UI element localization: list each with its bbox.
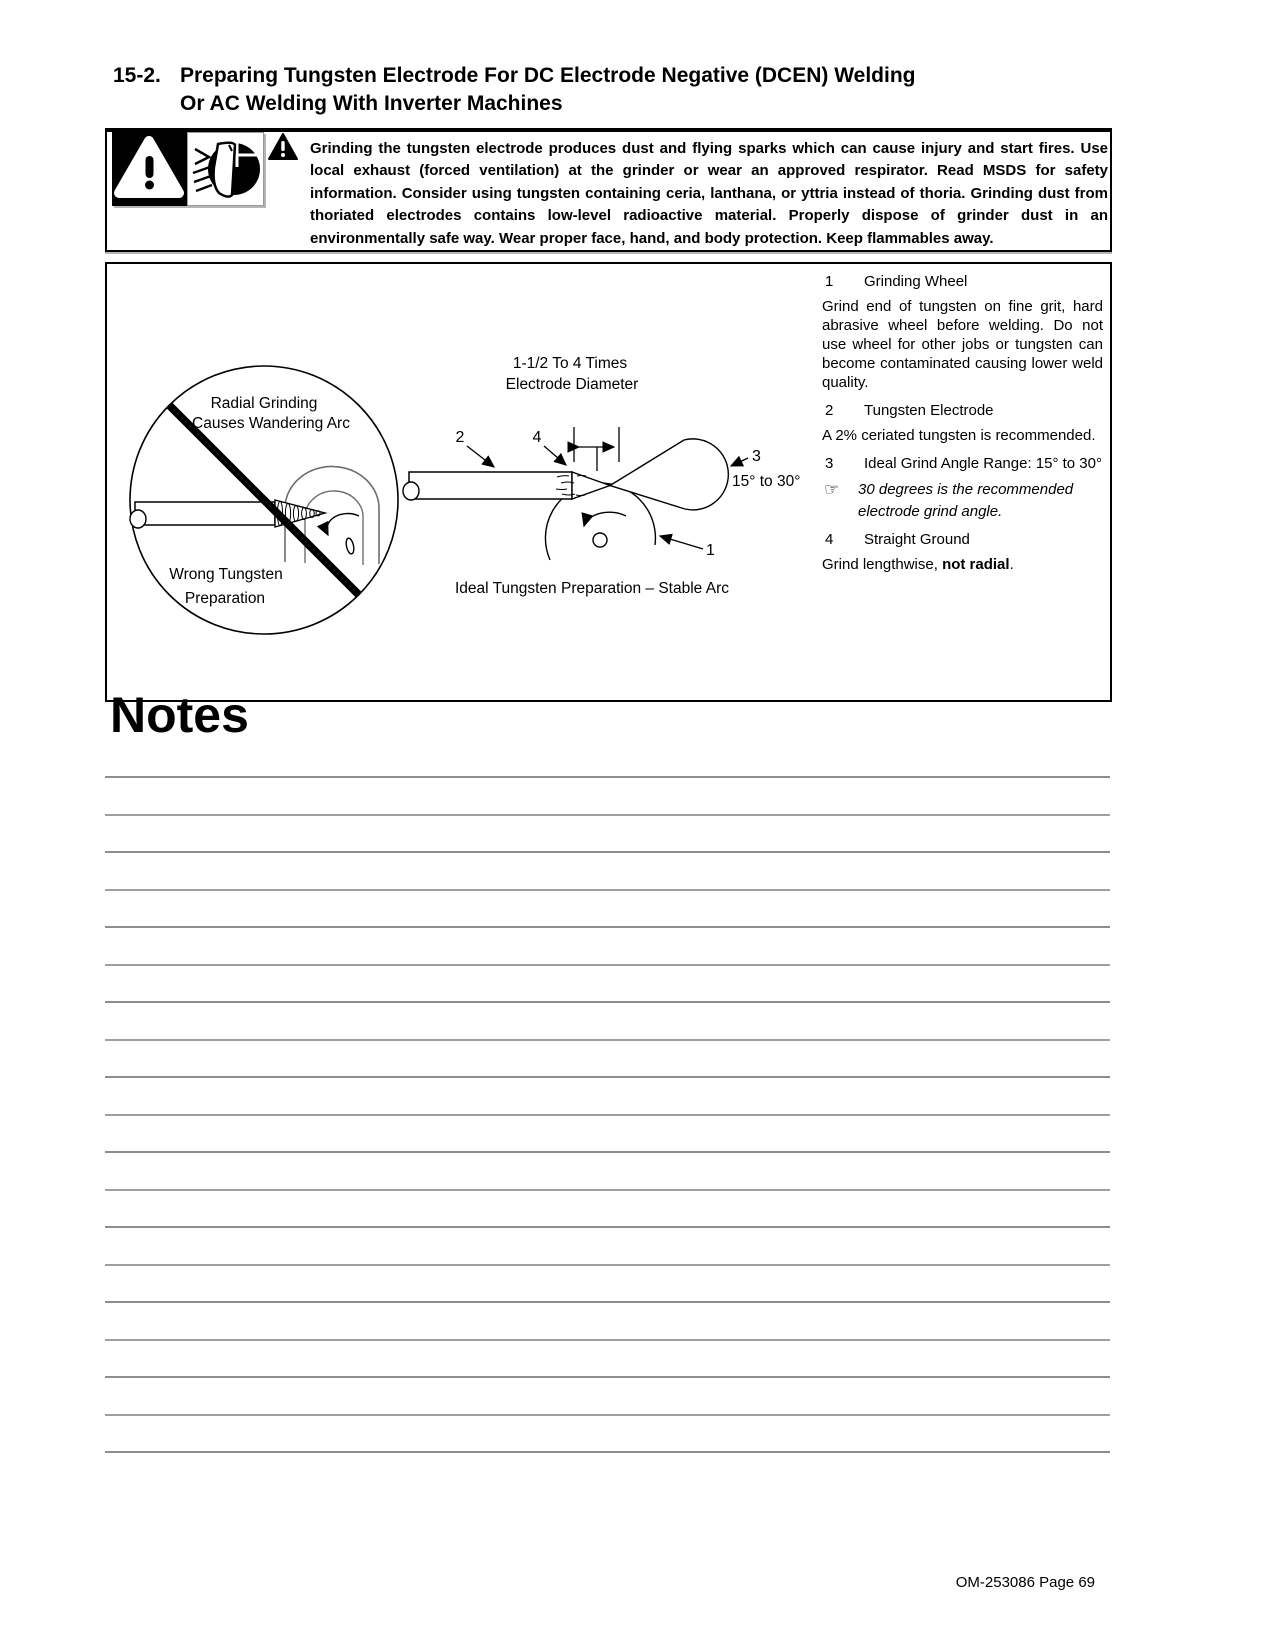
notes-rule-line xyxy=(105,776,1110,778)
warning-text: Grinding the tungsten electrode produces dust and flying sparks which can cause injury and start fires. Use local exhaust (forced ventilation) at the grinder or wear an approved respirator. Read MSDS for safety information. Consider using tungsten containing ceria, lanthana, or yttria instead of thoria. Grinding dust from thoriated electrodes contains low-level radioactive material. Properly dispose of grinder dust in an environmentally safe way. Wear proper face, hand, and body protection. Keep flammables away. xyxy=(310,140,1108,247)
notes-rule-line xyxy=(105,1264,1110,1266)
notes-rule-line xyxy=(105,964,1110,966)
notes-rule-line xyxy=(105,1001,1110,1003)
notes-rule-line xyxy=(105,889,1110,891)
figure-legend xyxy=(822,272,1103,583)
ideal-caption: Ideal Tungsten Preparation – Stable Arc xyxy=(454,580,730,597)
pointing-hand-icon: ☞ xyxy=(824,480,840,499)
wrong-bottom-label-2: Preparation xyxy=(184,590,266,607)
alert-triangle-icon xyxy=(268,133,298,161)
legend-item-3-label: Ideal Grind Angle Range: 15° to 30° xyxy=(864,455,1102,472)
notes-rule-line xyxy=(105,1226,1110,1228)
legend-item-4 xyxy=(822,530,1103,550)
legend-item-2-number: 2 xyxy=(825,402,834,419)
wrong-preparation-diagram xyxy=(130,366,398,634)
grind-note-bold: not radial xyxy=(942,556,1010,573)
notes-rule-line xyxy=(105,926,1110,928)
legend-note-text: 30 degrees is the recommended electrode grind angle. xyxy=(858,481,1074,520)
tungsten-diagrams-art xyxy=(107,264,817,700)
tungsten-preparation-figure xyxy=(105,262,1112,702)
notes-rule-line xyxy=(105,1451,1110,1453)
legend-item-4-number: 4 xyxy=(825,531,834,548)
legend-item-1-label: Grinding Wheel xyxy=(864,273,968,290)
notes-rule-line xyxy=(105,1189,1110,1191)
notes-rule-line xyxy=(105,1301,1110,1303)
legend-note xyxy=(822,479,1103,523)
grind-note-prefix: Grind lengthwise, xyxy=(822,556,943,573)
title-line-2: Or AC Welding With Inverter Machines xyxy=(180,92,563,115)
ideal-preparation-diagram xyxy=(403,355,800,597)
legend-item-1 xyxy=(822,272,1103,292)
notes-rule-line xyxy=(105,1039,1110,1041)
section-title-text xyxy=(180,62,916,118)
legend-item-4-body xyxy=(822,555,1103,574)
legend-item-2 xyxy=(822,401,1103,421)
page-footer: OM-253086 Page 69 xyxy=(955,1574,1095,1591)
title-line-1: Preparing Tungsten Electrode For DC Electrode Negative (DCEN) Welding xyxy=(180,64,916,87)
face-shield-grinding-icon xyxy=(187,132,264,206)
legend-item-4-label: Straight Ground xyxy=(864,531,970,548)
notes-ruled-lines xyxy=(105,776,1110,1453)
legend-item-3 xyxy=(822,454,1103,474)
notes-rule-line xyxy=(105,851,1110,853)
wrong-top-label-1: Radial Grinding xyxy=(210,395,318,412)
grind-note-suffix: . xyxy=(1009,556,1014,573)
callout-2: 2 xyxy=(455,429,465,446)
section-number: 15-2. xyxy=(113,64,161,87)
grind-angle-label: 15° to 30° xyxy=(732,473,801,490)
legend-item-3-number: 3 xyxy=(825,455,834,472)
legend-item-2-label: Tungsten Electrode xyxy=(864,402,994,419)
notes-rule-line xyxy=(105,814,1110,816)
notes-rule-line xyxy=(105,1076,1110,1078)
legend-item-1-body: Grind end of tungsten on fine grit, hard abrasive wheel before welding. Do not use wheel for other jobs or tungsten can become contaminated causing lower weld quality. xyxy=(822,298,1103,391)
safety-warning-box xyxy=(105,128,1112,252)
wrong-top-label-2: Causes Wandering Arc xyxy=(192,415,350,432)
wrong-bottom-label-1: Wrong Tungsten xyxy=(169,566,283,583)
dimension-label-2: Electrode Diameter xyxy=(505,376,639,393)
callout-1: 1 xyxy=(706,542,715,559)
warning-triangle-icon xyxy=(112,132,187,206)
notes-rule-line xyxy=(105,1414,1110,1416)
notes-rule-line xyxy=(105,1151,1110,1153)
notes-rule-line xyxy=(105,1339,1110,1341)
notes-rule-line xyxy=(105,1114,1110,1116)
legend-item-2-body: A 2% ceriated tungsten is recommended. xyxy=(822,427,1096,444)
notes-rule-line xyxy=(105,1376,1110,1378)
notes-heading: Notes xyxy=(110,687,249,743)
legend-item-1-number: 1 xyxy=(825,273,834,290)
section-title xyxy=(113,62,916,118)
dimension-label-1: 1-1/2 To 4 Times xyxy=(512,355,628,372)
callout-4: 4 xyxy=(532,429,542,446)
callout-3: 3 xyxy=(752,448,761,465)
